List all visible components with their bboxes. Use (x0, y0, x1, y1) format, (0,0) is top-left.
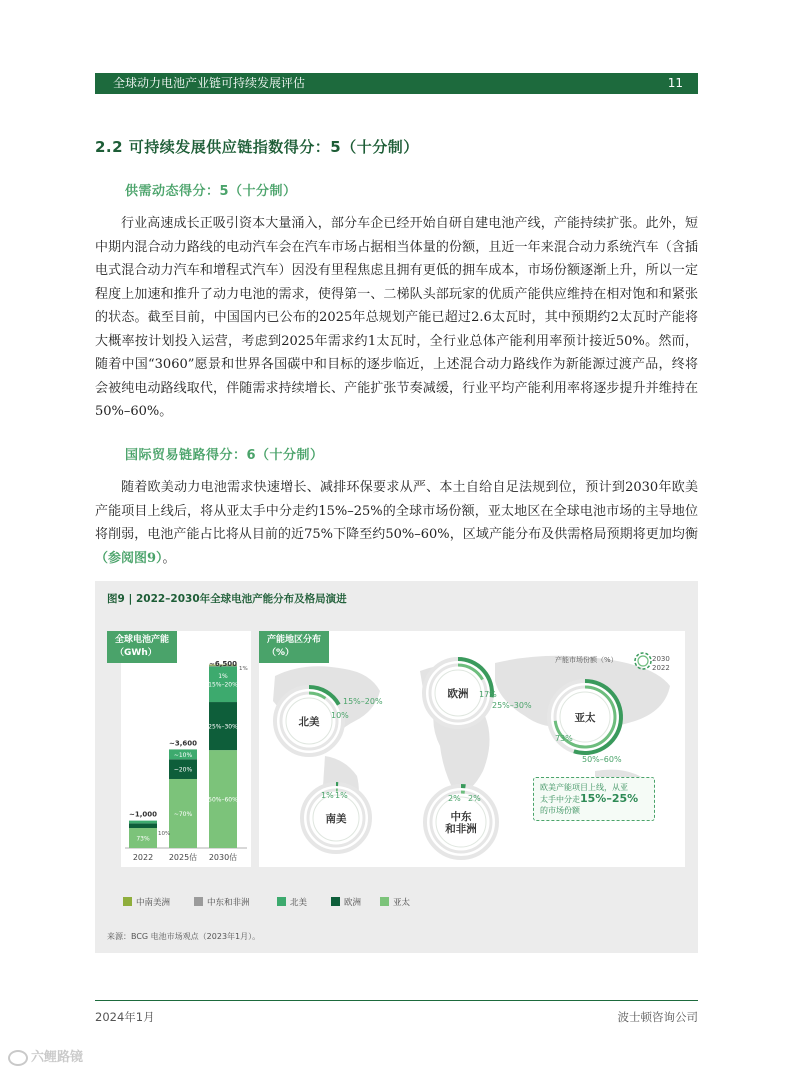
figure-reference-link[interactable]: （参阅图9） (95, 550, 163, 566)
watermark-logo (8, 1046, 83, 1066)
bar-segment-label: ~70% (173, 810, 193, 818)
subsection-title-supply-demand: 供需动态得分：5（十分制） (125, 184, 297, 199)
legend-swatch (123, 897, 132, 906)
bar-outside-label: 1% (239, 666, 248, 672)
region-name: 南美 (325, 813, 347, 825)
legend-swatch (380, 897, 389, 906)
legend-label: 中东和非洲 (207, 898, 250, 908)
callout-line2: 太手中分走 (540, 795, 580, 804)
region-name: 和非洲 (445, 823, 477, 835)
watermark-icon (8, 1050, 28, 1066)
region-share-label: 73% (555, 734, 573, 743)
bar-segment-label: 50%–60% (208, 796, 238, 804)
region-name: 亚太 (574, 712, 596, 724)
callout-line1: 欧美产能项目上线，从亚 (540, 783, 628, 792)
region-share-label: 17% (479, 690, 497, 699)
bar-segment-label: 15%–20% (208, 681, 238, 689)
bar-total-label: ~1,000 (128, 810, 158, 819)
legend-item (380, 896, 410, 908)
paragraph-text: 行业高速成长正吸引资本大量涌入，部分车企已经开始自研自建电池产线，产能持续扩张。此外，短中期内混合动力路线的电动汽车会在汽车市场占据相当体量的份额，且近一年来混合动力系统汽车（含插电式混合动力汽车和增程式汽车）因没有里程焦虑且拥有更低的拥车成本，市场份额逐渐上升，所以一定程度上加速和推升了动力电池的需求，使得第一、二梯队头部玩家的优质产能供应维持在相对饱和和紧张的状态。截至目前，中国国内已公布的2025年总规划产能已超过2.6太瓦时，其中预期约2太瓦时产能将大概率按计划投入运营，考虑到2025年需求约1太瓦时，全行业总体产能利用率预计接近50%。然而，随着中国“3060”愿景和世界各国碳中和目标的逐步临近，上述混合动力路线作为新能源过渡产品，终将会被纯电动路线取代，伴随需求持续增长、产能扩张节奏减缓，行业平均产能利用率将逐步提升并维持在50%–60%。 (95, 216, 698, 419)
bar-segment-label: ~20% (173, 766, 193, 774)
subsection-title-trade: 国际贸易链路得分：6（十分制） (125, 448, 324, 463)
legend-swatch (277, 897, 286, 906)
bar-category-label: 2022 (132, 853, 154, 862)
region-share-label: 2% (448, 794, 461, 803)
legend-label: 亚太 (393, 898, 411, 908)
callout-line3: 的市场份额 (540, 806, 580, 815)
section-title: 2.2 可持续发展供应链指数得分：5（十分制） (95, 138, 419, 156)
figure-legend (95, 581, 698, 953)
region-share-label: 25%–30% (492, 701, 532, 710)
map-tag-line1: 产能地区分布 (267, 635, 322, 645)
page-number: 11 (667, 76, 683, 90)
paragraph-trade (95, 476, 698, 570)
paragraph-supply-demand (95, 212, 698, 424)
bar-segment-label: 25%–30% (208, 723, 238, 731)
region-name: 欧洲 (447, 688, 469, 700)
region-share-label: 2% (468, 794, 481, 803)
legend-item (331, 896, 361, 908)
legend-swatch (194, 897, 203, 906)
bar-segment-label: 73% (136, 835, 150, 843)
region-share-label: 1% (321, 791, 334, 800)
paragraph-end: 。 (162, 550, 176, 566)
region-share-label: 50%–60% (582, 755, 622, 764)
region-name: 北美 (298, 716, 320, 728)
legend-label: 中南美洲 (136, 898, 171, 908)
footer-date: 2024年1月 (95, 1010, 155, 1024)
footer-divider (95, 1000, 698, 1001)
region-share-label: 15%–20% (343, 697, 383, 706)
watermark-text: 六鲤路镜 (31, 1050, 84, 1065)
bar-chart-tag-line2: （GWh） (115, 648, 157, 658)
bar-outside-label: 10% (158, 831, 171, 837)
bar-category-label: 2025估 (168, 853, 198, 862)
bar-segment-label: ~10% (173, 751, 193, 759)
legend-label: 欧洲 (344, 898, 362, 908)
legend-item (123, 896, 170, 908)
header-title: 全球动力电池产业链可持续发展评估 (113, 76, 306, 90)
footer-org: 波士顿咨询公司 (617, 1010, 698, 1024)
figure-9 (95, 581, 698, 953)
ring-legend-label: 产能市场份额（%） (555, 656, 618, 664)
bar-segment-label: 1% (218, 673, 228, 680)
header-bar (95, 73, 698, 94)
paragraph-text: 随着欧美动力电池需求快速增长、减排环保要求从严、本土自给自足法规到位，预计到2030年欧美产能项目上线后，将从亚太手中分走约15%–25%的全球市场份额，亚太地区在全球电池市场的主导地位将削弱，电池产能占比将从目前的近75%下降至约50%–60%，区域产能分布及供需格局预期将更加均衡 (95, 480, 698, 542)
legend-label: 北美 (290, 898, 308, 908)
legend-item (277, 896, 307, 908)
map-tag-line2: （%） (267, 648, 295, 658)
ring-legend-2022: 2022 (652, 664, 670, 672)
figure-source: 来源：BCG 电池市场观点（2023年1月）。 (107, 932, 261, 941)
legend-swatch (331, 897, 340, 906)
ring-legend-2030: 2030 (652, 655, 670, 663)
region-share-label: 10% (331, 711, 349, 720)
region-name: 中东 (450, 811, 472, 823)
bar-category-label: 2030估 (208, 853, 238, 862)
bar-chart-tag-line1: 全球电池产能 (115, 635, 170, 645)
figure-title: 图9 | 2022–2030年全球电池产能分布及格局演进 (107, 593, 347, 605)
bar-total-label: ~3,600 (168, 739, 198, 748)
callout-highlight: 15%–25% (580, 792, 639, 805)
legend-item (194, 896, 250, 908)
bar-total-label: ~6,500 (208, 660, 238, 668)
region-share-label: 1% (335, 791, 348, 800)
